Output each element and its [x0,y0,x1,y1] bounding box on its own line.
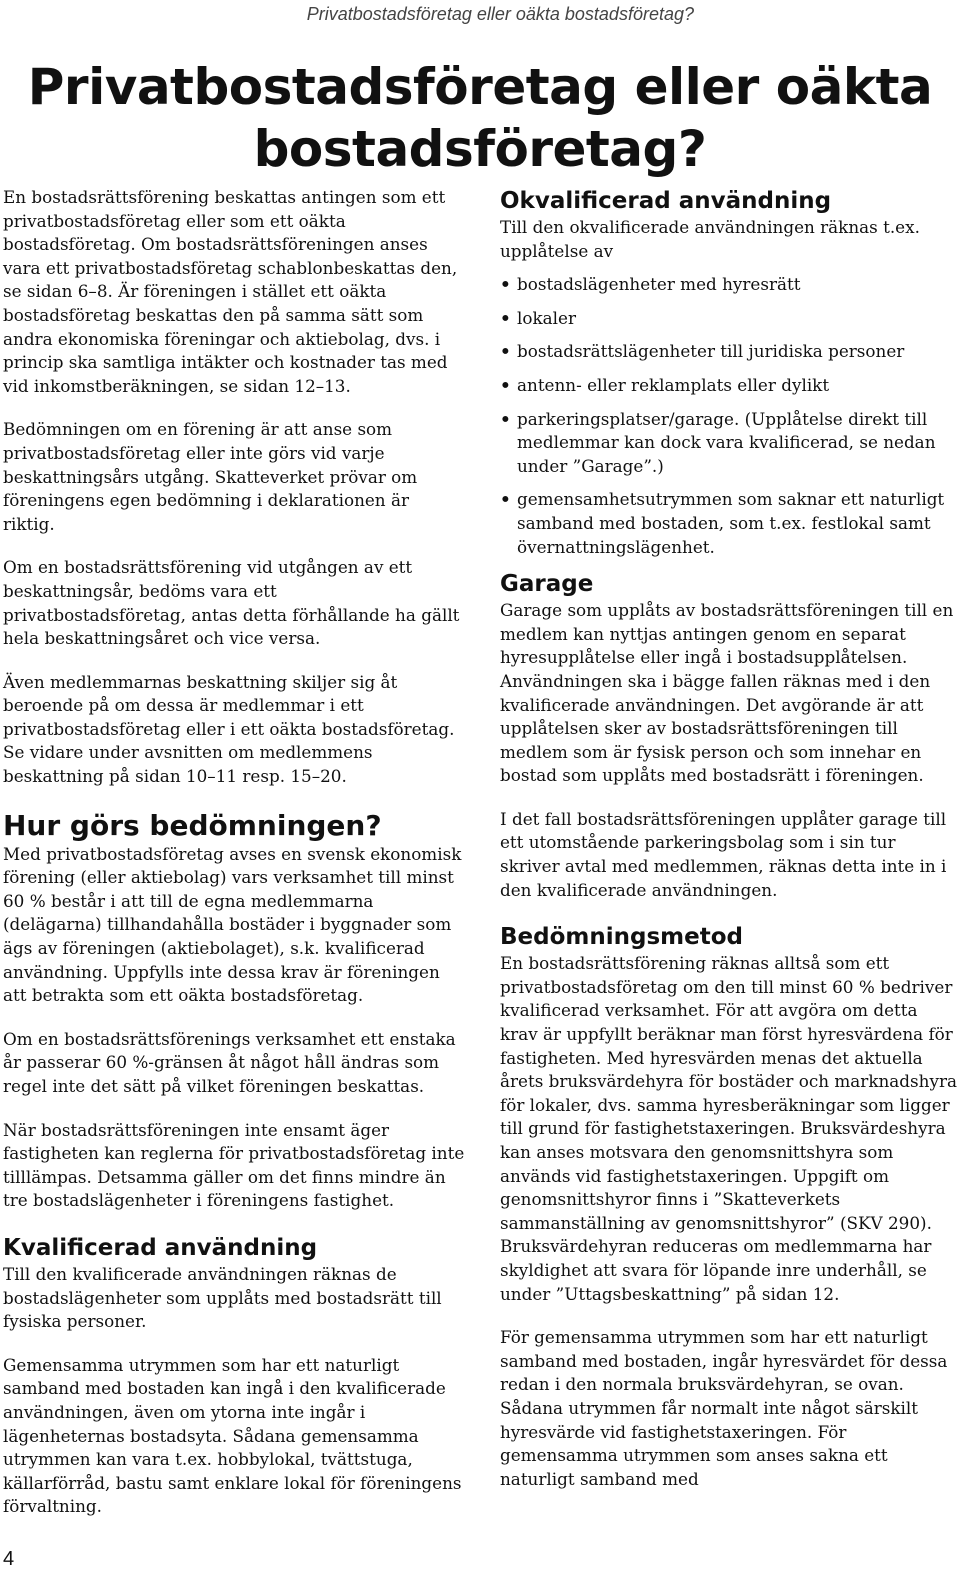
okvalificerad-list [500,273,958,559]
paragraph: En bostadsrättsförening räknas alltså som ett privatbostadsföretag om den till minst 60 % bedriver kvalificerad verksamhet. För att avgöra om detta krav är uppfyllt beräknar man först hyresvärdena för fastigheten. Med hyresvärden menas det aktuella årets bruksvärdehyra för bostäder och marknadshyra för lokaler, dvs. samma hyresberäkningar som ligger till grund för fastighetstaxeringen. Bruksvärdeshyra kan anses motsvara den genomsnittshyra som används vid fastighetstaxeringen. Uppgift om genomsnittshyror finns i ”Skatteverkets sammanställning av genomsnittshyror” (SKV 290). Bruksvärdehyran reduceras om medlemmarna har skyldighet att svara för löpande inre underhåll, se under ”Uttagsbeskattning” på sidan 12. [500,953,957,1304]
paragraph: Även medlemmarnas beskattning skiljer sig åt beroende på om dessa är medlemmar i ett privatbostadsföretag eller i ett oäkta bostadsföretag. Se vidare under avsnitten om medlemmens beskattning på sidan 10–11 resp. 15–20. [3,671,455,787]
section-heading-okvalificerad: Okvalificerad användning [500,188,832,214]
list-item: • antenn- eller reklamplats eller dylikt [500,374,958,398]
paragraph: Till den kvalificerade användningen räknas de bostadslägenheter som upplåts med bostadsrätt till fysiska personer. [3,1263,442,1332]
paragraph: När bostadsrättsföreningen inte ensamt äger fastigheten kan reglerna för privatbostadsföretag inte tilllämpas. Detsamma gäller om det finns mindre än tre bostadslägenheter i föreningens fastighet. [3,1119,465,1211]
paragraph: Om en bostadsrättsförening vid utgången av ett beskattningsår, bedöms vara ett privatbostadsföretag, antas detta förhållande ha gällt hela beskattningsåret och vice versa. [3,557,460,649]
page-title-line-2: bostadsföretag? [253,120,707,178]
right-column [500,186,958,1511]
list-item: • parkeringsplatser/garage. (Upplåtelse direkt till medlemmar kan dock vara kvalificerad, se nedan under ”Garage”.) [500,408,958,479]
paragraph: Med privatbostadsföretag avses en svensk ekonomisk förening (eller aktiebolag) vars verksamhet till minst 60 % består i att till de egna medlemmarna (delägarna) tillhandahålla bostäder i byggnader som ägs av föreningen (aktiebolaget), s.k. kvalificerad användning. Uppfylls inte dessa krav är föreningen att betrakta som ett oäkta bostadsföretag. [3,843,462,1006]
paragraph: För gemensamma utrymmen som har ett naturligt samband med bostaden, ingår hyresvärdet för dessa redan i den normala bruksvärdehyran, se ovan. Sådana utrymmen får normalt inte något särskilt hyresvärde vid fastighetstaxeringen. För gemensamma utrymmen som anses sakna ett naturligt samband med [500,1327,948,1489]
page-title [0,56,960,180]
paragraph: En bostadsrättsförening beskattas antingen som ett privatbostadsföretag eller som ett oäkta bostadsföretag. Om bostadsrättsföreningen anses vara ett privatbostadsföretag schablonbeskattas den, se sidan 6–8. Är föreningen i stället ett oäkta bostadsföretag beskattas den på samma sätt som andra ekonomiska föreningar och aktiebolag, dvs. i princip ska samtliga intäkter och kostnader tas med vid inkomstberäkningen, se sidan 12–13. [3,187,458,396]
section-heading-garage: Garage [500,571,594,598]
section-heading-kvalificerad: Kvalificerad användning [3,1234,318,1261]
list-item: • bostadsrättslägenheter till juridiska personer [500,340,958,364]
paragraph: Gemensamma utrymmen som har ett naturligt samband med bostaden kan ingå i den kvalificerade användningen, även om ytorna inte ingår i lägenheternas bostadsyta. Sådana gemensamma utrymmen kan vara t.ex. hobbylokal, tvättstuga, källarförråd, bastu samt enklare lokal för föreningens förvaltning. [3,1354,462,1517]
section-heading-bedomningsmetod: Bedömningsmetod [500,924,743,951]
paragraph: Bedömningen om en förening är att anse som privatbostadsföretag eller inte görs vid varje beskattningsårs utgång. Skatteverket prövar om föreningens egen bedömning i deklarationen är riktig. [3,419,418,534]
paragraph: Garage som upplåts av bostadsrättsföreningen till en medlem kan nyttjas antingen genom en separat hyresupplåtelse eller ingå i bostadsupplåtelsen. Användningen ska i bägge fallen räknas med i den kvalificerade användningen. Det avgörande är att upplåtelsen sker av bostadsrättsföreningen till medlem som är fysisk person och som innehar en bostad som upplåts med bostadsrätt i föreningen. [500,600,954,786]
paragraph: Till den okvalificerade användningen räknas t.ex. upplåtelse av [500,217,920,261]
list-item: • gemensamhetsutrymmen som saknar ett naturligt samband med bostaden, som t.ex. festlokal samt övernattningslägenhet. [500,488,958,559]
page-title-line-1: Privatbostadsföretag eller oäkta [27,58,933,116]
paragraph: I det fall bostadsrättsföreningen upplåter garage till ett utomstående parkeringsbolag som i sin tur skriver avtal med medlemmen, räknas detta inte in i den kvalificerade användningen. [500,808,947,900]
left-column [3,186,465,1539]
page-number: 4 [3,1548,15,1570]
running-header: Privatbostadsföretag eller oäkta bostadsföretag? [306,4,694,24]
paragraph: Om en bostadsrättsförenings verksamhet ett enstaka år passerar 60 %-gränsen åt något håll ändras som regel inte det sätt på vilket föreningen beskattas. [3,1028,456,1096]
list-item: • bostadslägenheter med hyresrätt [500,273,958,297]
list-item: • lokaler [500,307,958,331]
section-heading-hur: Hur görs bedömningen? [3,808,382,842]
